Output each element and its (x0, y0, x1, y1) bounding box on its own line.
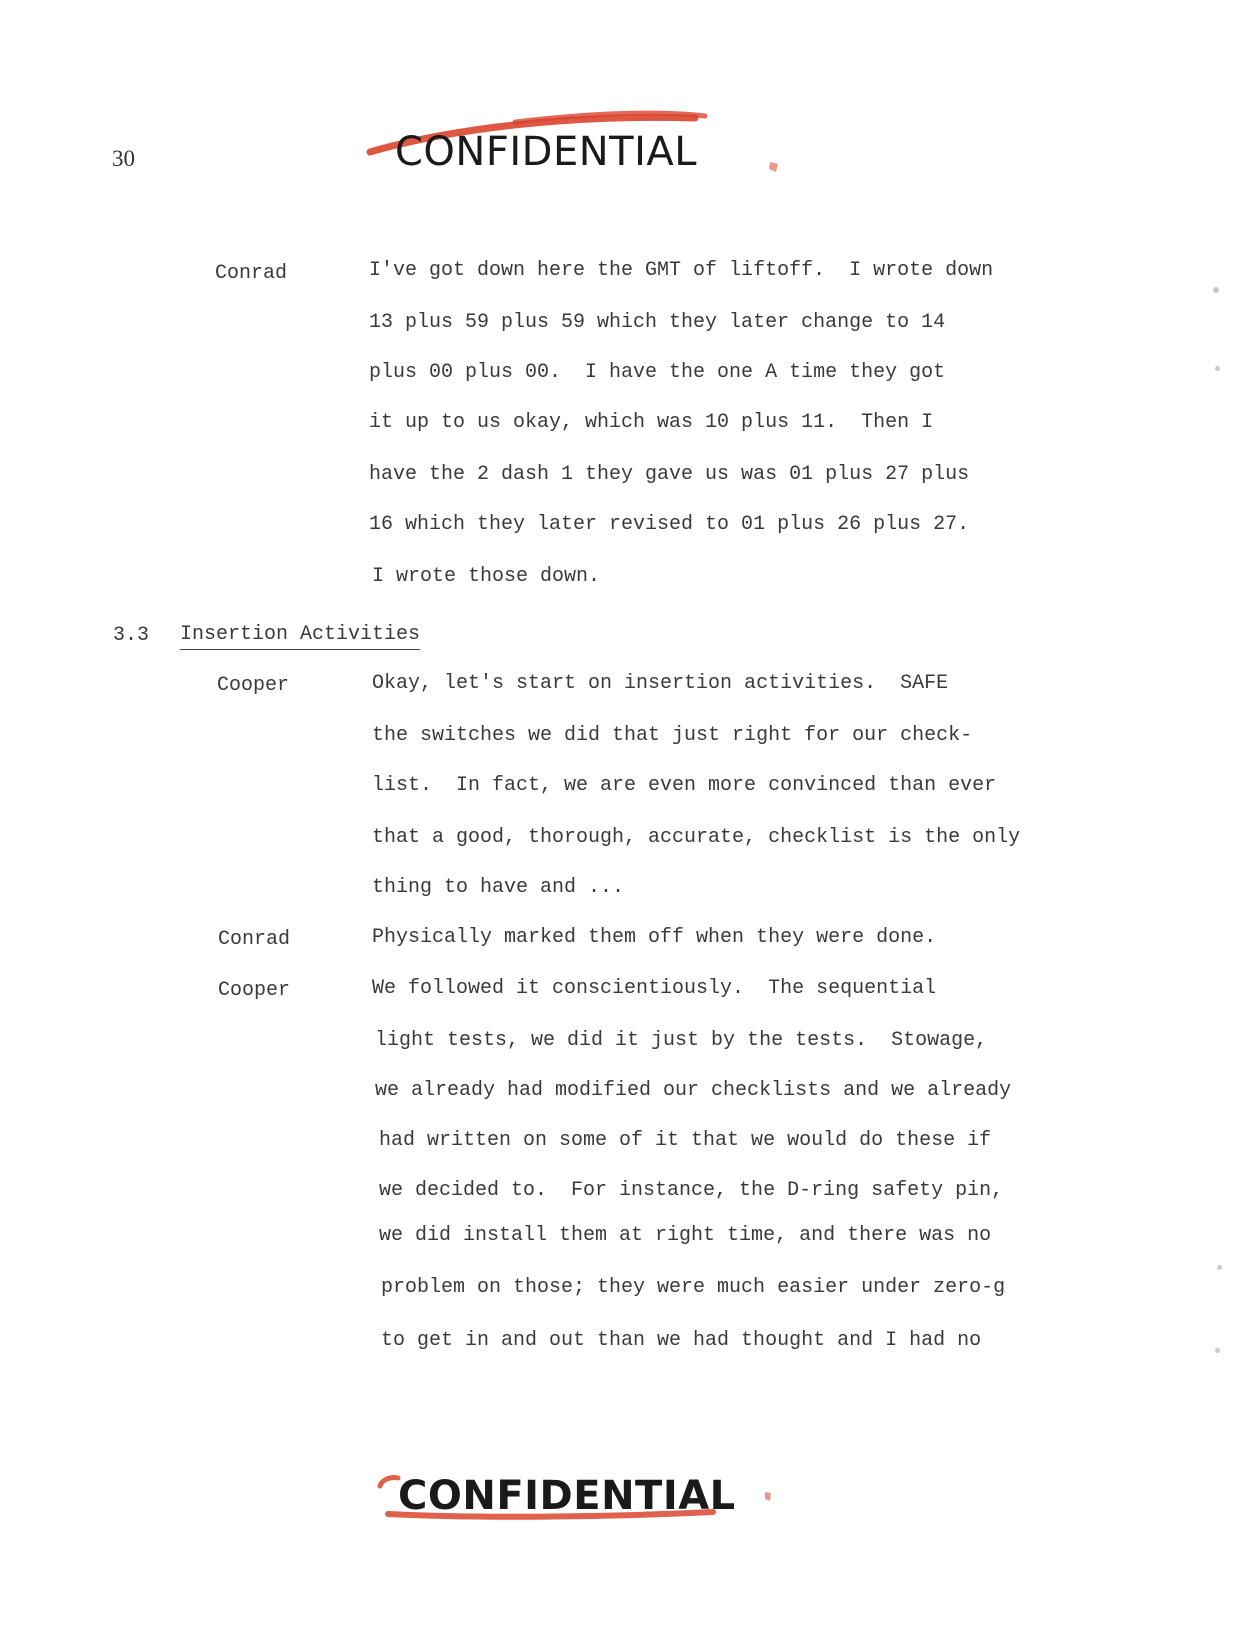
transcript-line: I've got down here the GMT of liftoff. I wrote down (369, 259, 994, 282)
transcript-line: to get in and out than we had thought and I had no (381, 1329, 982, 1352)
paper-speck (1215, 366, 1220, 371)
transcript-line: that a good, thorough, accurate, checklist is the only (372, 826, 1021, 849)
transcript-line: plus 00 plus 00. I have the one A time they got (369, 361, 946, 384)
section-title: Insertion Activities (180, 623, 420, 650)
transcript-line: we already had modified our checklists and we already (375, 1079, 1012, 1102)
speaker-label: Conrad (218, 928, 291, 951)
confidential-label: CONFIDENTIAL (398, 1473, 736, 1519)
transcript-line: problem on those; they were much easier under zero-g (381, 1276, 1006, 1299)
confidential-stamp-footer (368, 1448, 788, 1528)
transcript-line: had written on some of it that we would do these if (379, 1129, 992, 1152)
transcript-line: 13 plus 59 plus 59 which they later change to 14 (369, 311, 946, 334)
transcript-line: Okay, let's start on insertion activities. SAFE (372, 672, 949, 695)
section-number: 3.3 (113, 624, 150, 647)
transcript-line: the switches we did that just right for our check- (372, 724, 973, 747)
transcript-line: we did install them at right time, and there was no (379, 1224, 992, 1247)
transcript-line: light tests, we did it just by the tests. Stowage, (375, 1029, 988, 1052)
transcript-line: list. In fact, we are even more convinced than ever (372, 774, 997, 797)
transcript-line: we decided to. For instance, the D-ring safety pin, (379, 1179, 1004, 1202)
paper-speck (1217, 1265, 1222, 1270)
transcript-line: have the 2 dash 1 they gave us was 01 plus 27 plus (369, 463, 970, 486)
speaker-label: Cooper (217, 674, 290, 697)
page-number: 30 (112, 146, 135, 171)
transcript-line: Physically marked them off when they were done. (372, 926, 937, 949)
transcript-line: I wrote those down. (372, 565, 601, 588)
confidential-stamp-header (365, 100, 785, 180)
transcript-line: 16 which they later revised to 01 plus 26 plus 27. (369, 513, 970, 536)
paper-speck (1215, 1348, 1220, 1353)
speaker-label: Conrad (215, 262, 288, 285)
speaker-label: Cooper (218, 979, 291, 1002)
transcript-line: thing to have and ... (372, 876, 625, 899)
transcript-line: it up to us okay, which was 10 plus 11. Then I (369, 411, 934, 434)
paper-speck (1213, 287, 1219, 293)
transcript-line: We followed it conscientiously. The sequential (372, 977, 937, 1000)
confidential-label: CONFIDENTIAL (395, 129, 698, 175)
